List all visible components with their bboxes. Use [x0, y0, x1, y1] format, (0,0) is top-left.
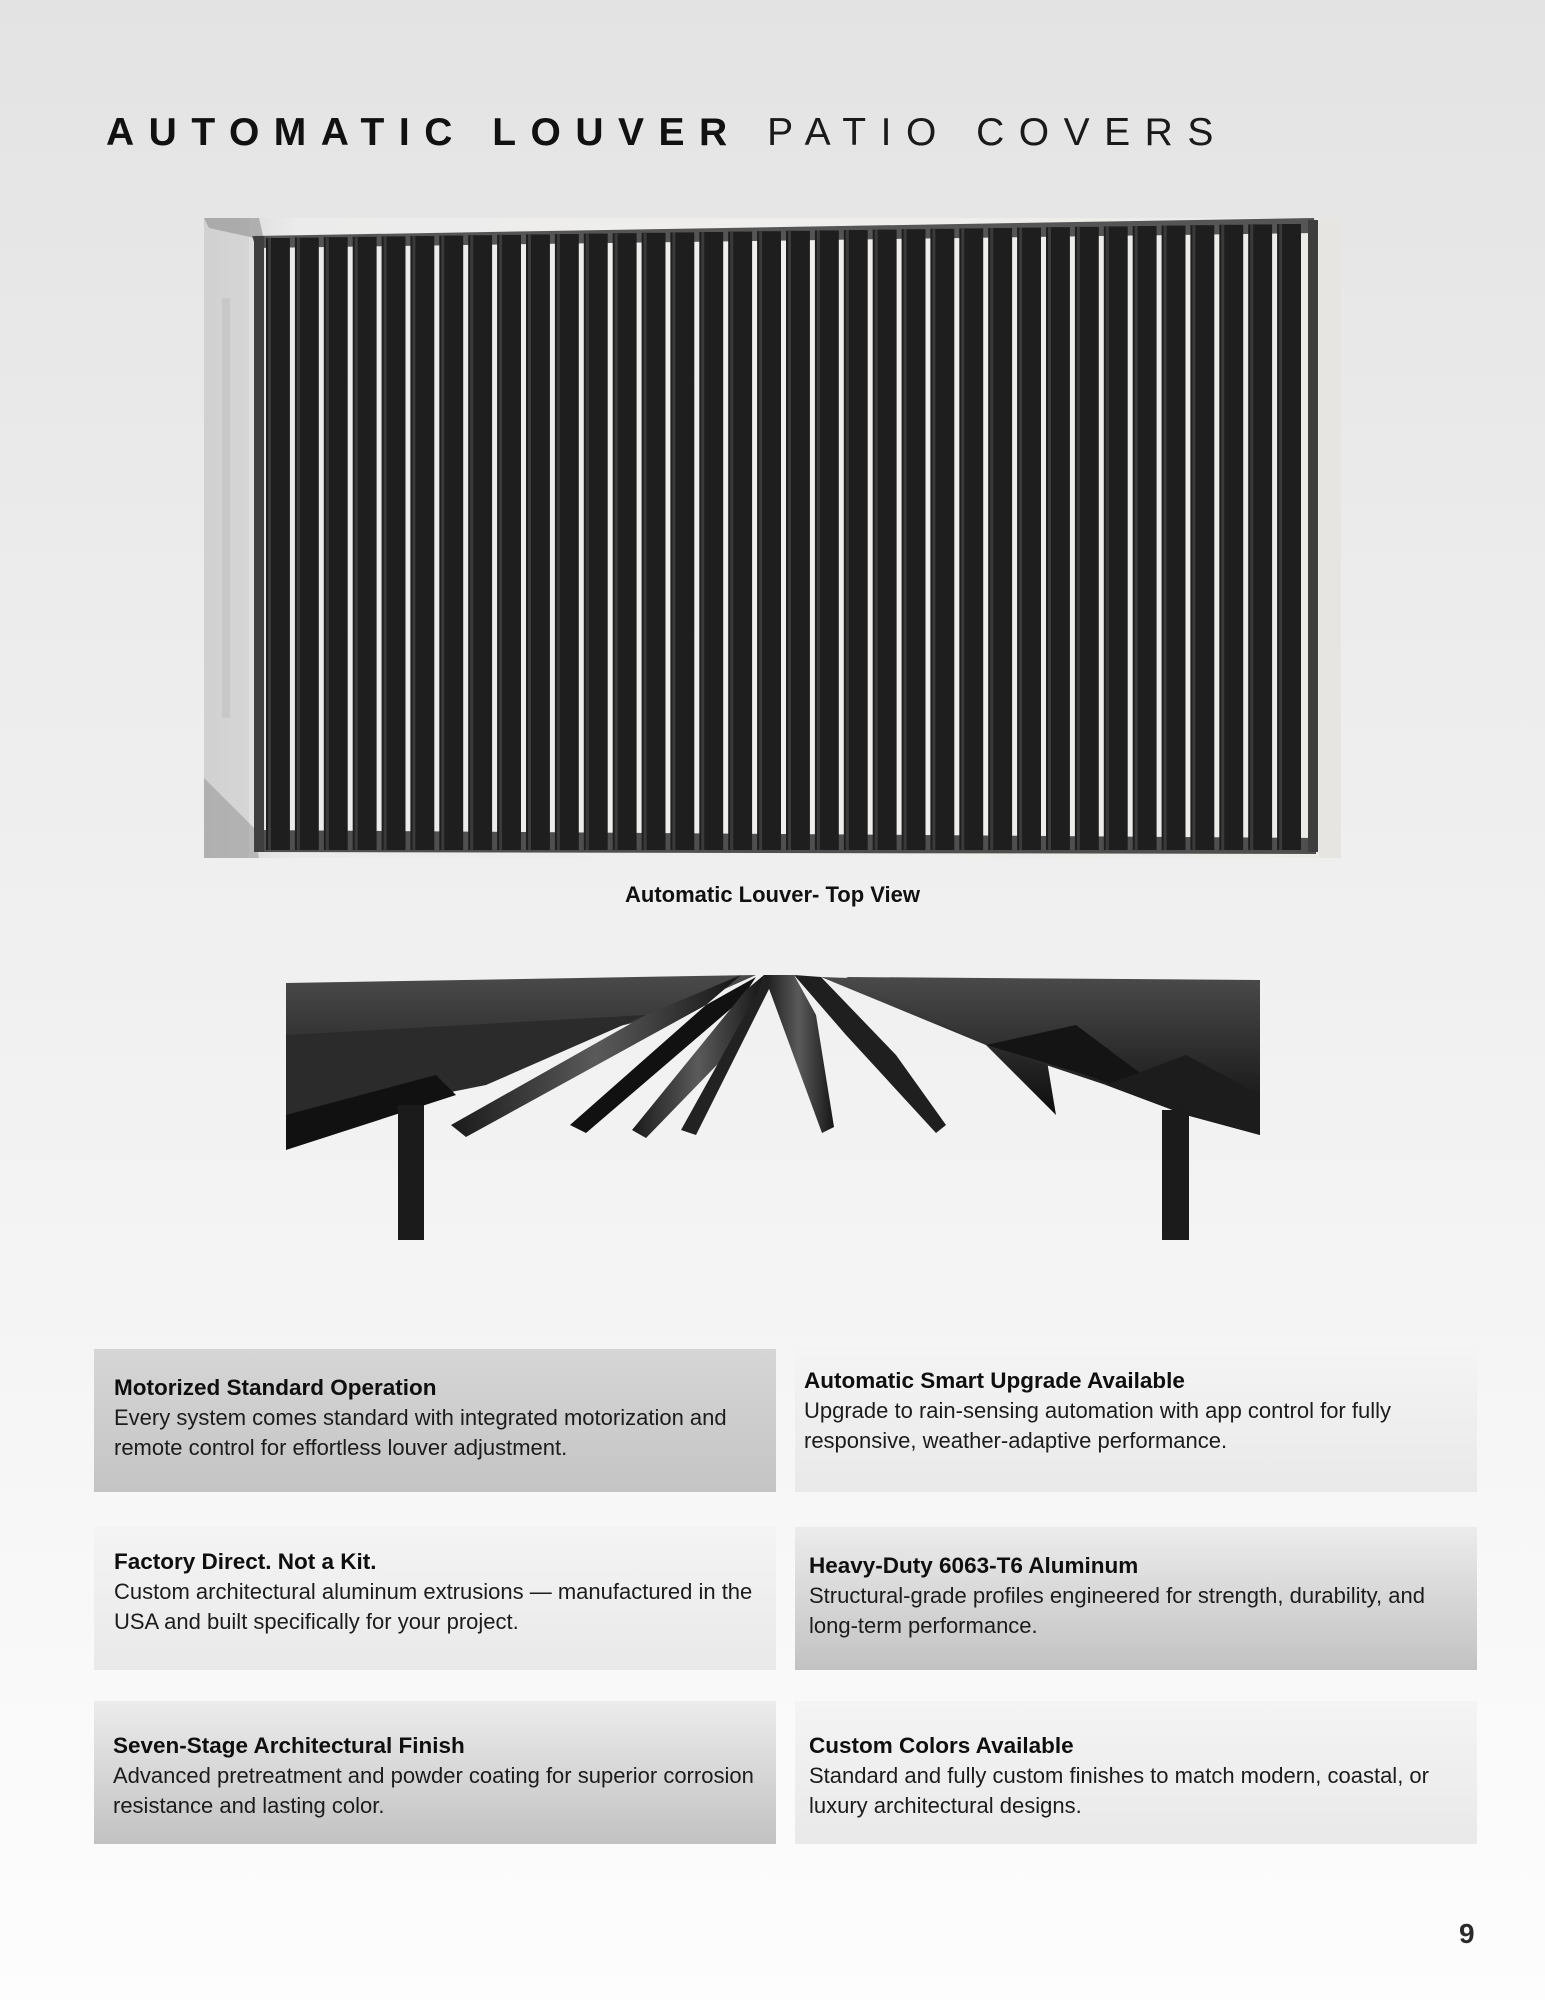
louver-slat-highlight — [961, 228, 964, 850]
louver-slat-highlight — [557, 234, 560, 850]
feature-title: Seven-Stage Architectural Finish — [113, 1733, 465, 1758]
louver-slat-highlight — [1019, 228, 1022, 850]
feature-title: Factory Direct. Not a Kit. — [114, 1549, 377, 1574]
feature-description: Custom architectural aluminum extrusions — manufactured in the USA and built specifically for your project. — [114, 1579, 753, 1634]
feature-title: Motorized Standard Operation — [114, 1375, 437, 1400]
louver-slat-highlight — [1221, 225, 1224, 850]
louver-slat-highlight — [1279, 224, 1282, 850]
louver-slat-highlight — [412, 236, 415, 850]
feature-description: Every system comes standard with integrated motorization and remote control for effortless louver adjustment. — [114, 1405, 727, 1460]
feature-card-aluminum — [795, 1527, 1477, 1670]
louver-slat-highlight — [644, 233, 647, 850]
louver-slat-highlight — [1135, 226, 1138, 850]
feature-title: Automatic Smart Upgrade Available — [804, 1368, 1185, 1393]
louver-slat-highlight — [586, 234, 589, 850]
louver-side-view-image — [286, 975, 1260, 1240]
louver-slat-highlight — [384, 236, 387, 850]
feature-title: Heavy-Duty 6063-T6 Aluminum — [809, 1553, 1139, 1578]
louver-slat-highlight — [528, 234, 531, 850]
louver-slat-highlight — [1106, 226, 1109, 850]
feature-description: Advanced pretreatment and powder coating for superior corrosion resistance and lasting color. — [113, 1763, 754, 1818]
louver-slat-highlight — [730, 232, 733, 850]
louver-slat-highlight — [470, 235, 473, 850]
feature-card-motorized — [94, 1349, 776, 1492]
louver-slat-highlight — [759, 231, 762, 850]
louver-slat-highlight — [1192, 225, 1195, 850]
louver-slat-highlight — [875, 230, 878, 850]
louver-slat-highlight — [355, 237, 358, 850]
louver-slat-highlight — [499, 235, 502, 850]
louver-slat-highlight — [268, 238, 271, 850]
louver-slat-highlight — [326, 237, 329, 850]
page-title-bold: AUTOMATIC LOUVER — [106, 111, 742, 154]
louver-slat-highlight — [990, 228, 993, 850]
louver-slat-highlight — [904, 229, 907, 850]
page-title-light: PATIO COVERS — [767, 111, 1228, 154]
feature-card-smart-upgrade — [795, 1349, 1477, 1492]
feature-card-custom-colors — [795, 1701, 1477, 1844]
feature-description: Structural-grade profiles engineered for strength, durability, and long-term performance. — [809, 1583, 1425, 1638]
page-title — [106, 108, 1228, 158]
feature-card-factory-direct — [94, 1527, 776, 1670]
louver-slat-highlight — [932, 229, 935, 850]
louver-slat-highlight — [1077, 227, 1080, 850]
louver-slat-highlight — [672, 232, 675, 850]
louver-slat-highlight — [441, 236, 444, 850]
feature-description: Standard and fully custom finishes to match modern, coastal, or luxury architectural designs. — [809, 1763, 1429, 1818]
louver-slat-highlight — [817, 230, 820, 850]
louver-slat-highlight — [1250, 224, 1253, 850]
page-number: 9 — [1459, 1918, 1475, 1949]
louver-slat-highlight — [297, 238, 300, 850]
louver-slat-highlight — [846, 230, 849, 850]
feature-title: Custom Colors Available — [809, 1733, 1074, 1758]
feature-description: Upgrade to rain-sensing automation with app control for fully responsive, weather-adaptive performance. — [804, 1398, 1391, 1453]
louver-slat-highlight — [1048, 227, 1051, 850]
louver-slat-highlight — [788, 231, 791, 850]
louver-slat-highlight — [1164, 226, 1167, 850]
louver-top-view-image — [204, 218, 1341, 858]
louver-slat-highlight — [615, 233, 618, 850]
feature-card-finish — [94, 1701, 776, 1844]
top-view-caption: Automatic Louver- Top View — [625, 882, 920, 907]
louver-slat-highlight — [701, 232, 704, 850]
